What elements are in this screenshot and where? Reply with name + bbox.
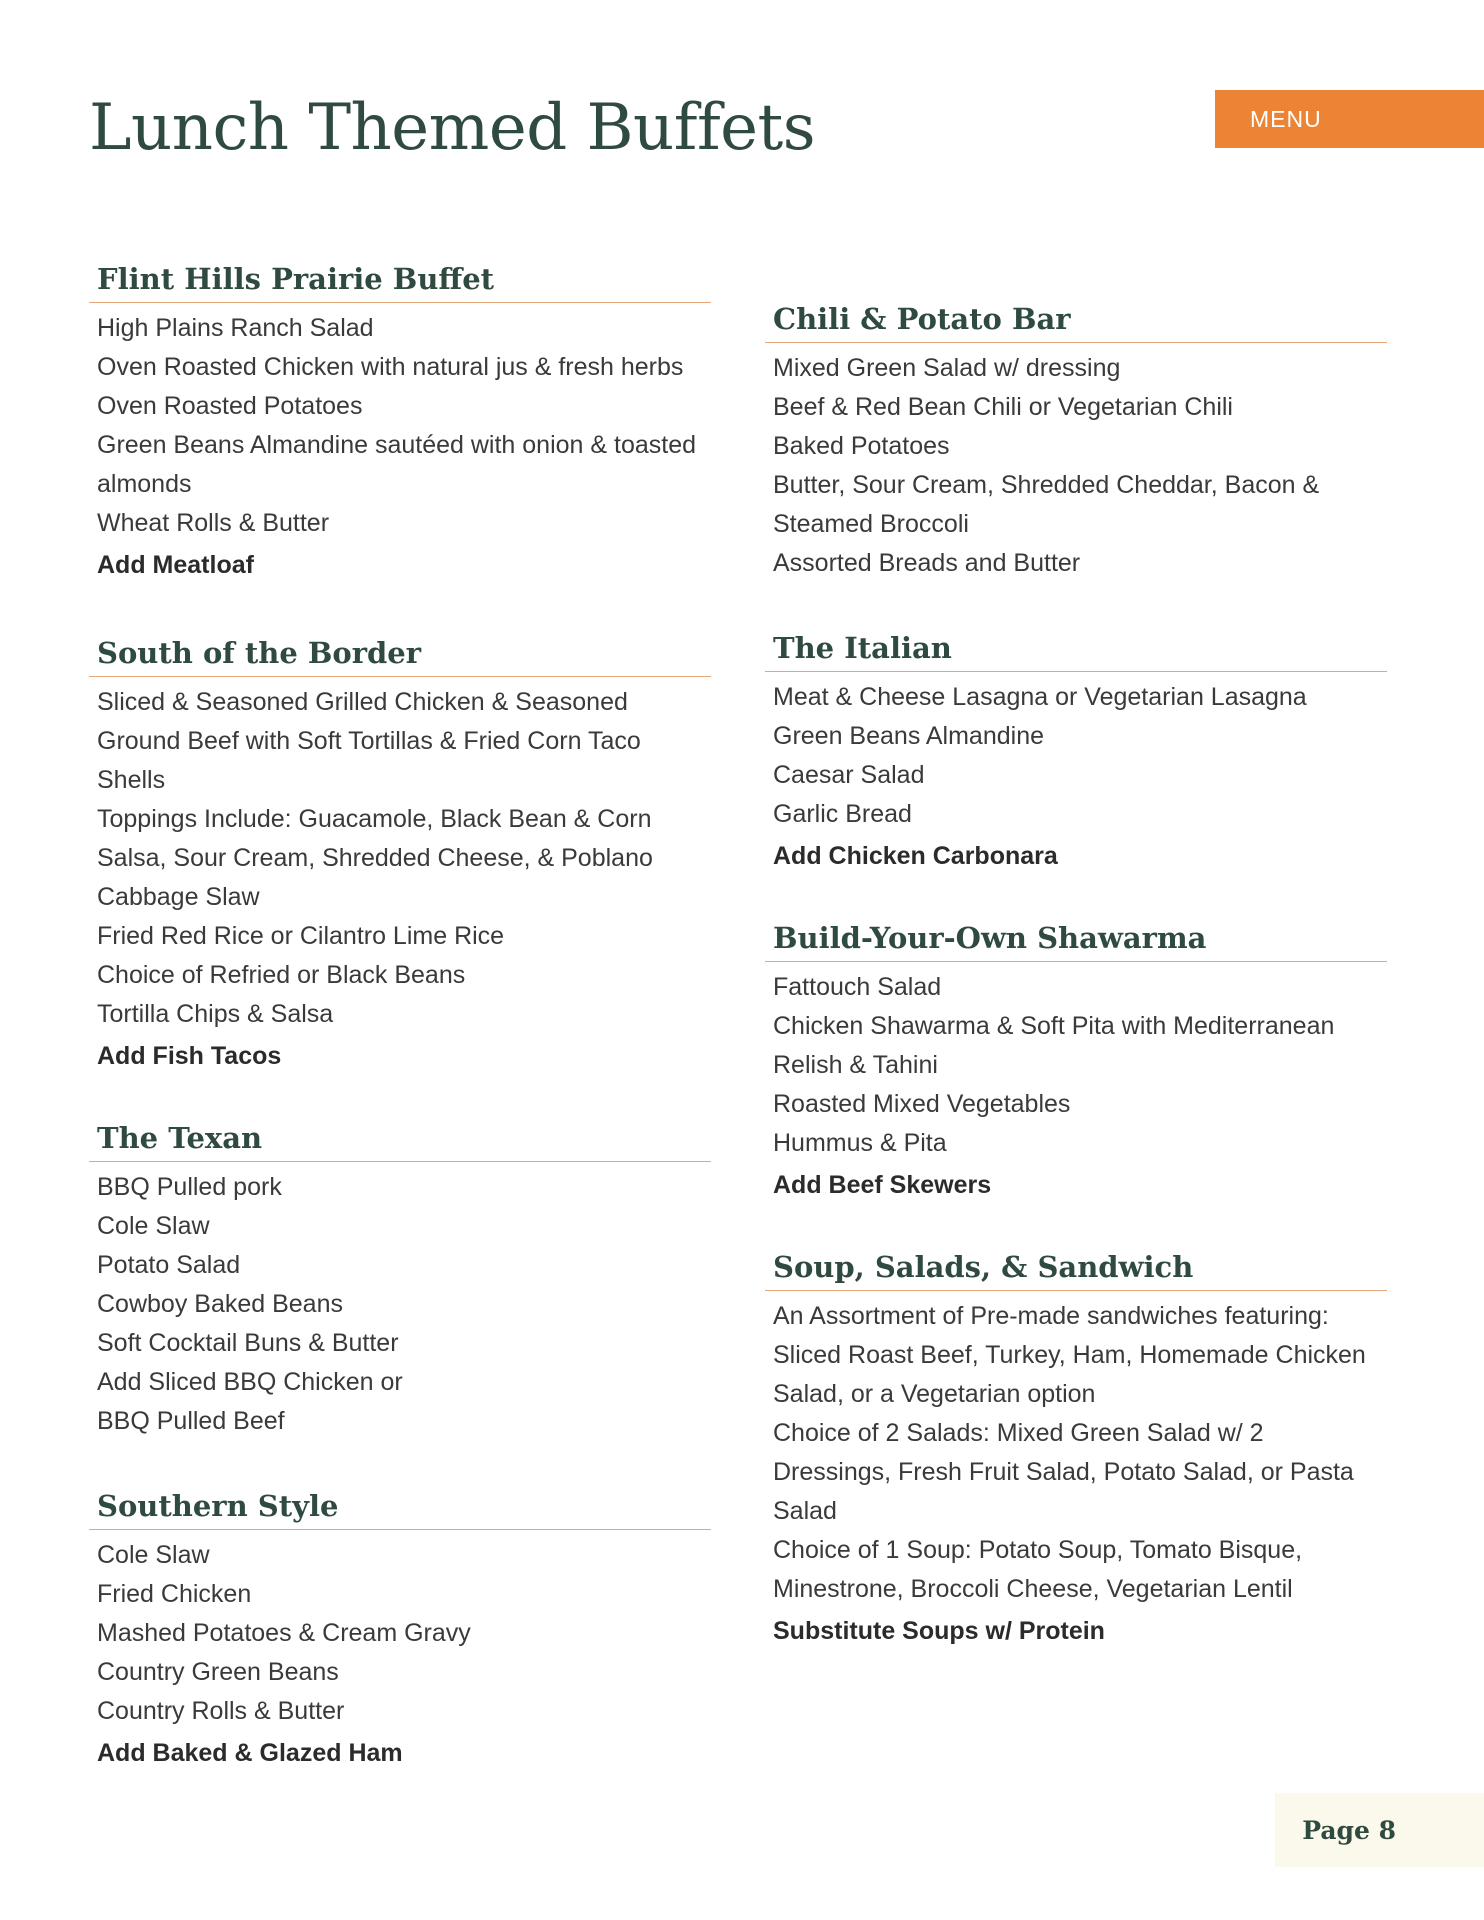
menu-item: Toppings Include: Guacamole, Black Bean & Corn Salsa, Sour Cream, Shredded Cheese, & Poblano Cabbage Slaw bbox=[97, 805, 653, 911]
menu-item: Mashed Potatoes & Cream Gravy bbox=[97, 1619, 471, 1647]
add-on-option: Add Beef Skewers bbox=[773, 1171, 992, 1199]
menu-item: Butter, Sour Cream, Shredded Cheddar, Bacon & Steamed Broccoli bbox=[773, 471, 1320, 538]
menu-item: Choice of Refried or Black Beans bbox=[97, 961, 466, 989]
menu-section-southern-style bbox=[89, 1487, 711, 1770]
menu-item: Cowboy Baked Beans bbox=[97, 1290, 343, 1318]
menu-section-the-texan bbox=[89, 1119, 711, 1441]
left-column bbox=[89, 260, 711, 1816]
right-column bbox=[765, 300, 1387, 1694]
menu-section-flint-hills-prairie-buffet bbox=[89, 260, 711, 582]
menu-item: Caesar Salad bbox=[773, 761, 925, 789]
page-number: Page 8 bbox=[1275, 1793, 1484, 1867]
menu-item-list bbox=[765, 678, 1387, 834]
menu-item: Meat & Cheese Lasagna or Vegetarian Lasagna bbox=[773, 683, 1307, 711]
menu-item-list bbox=[89, 1536, 711, 1731]
menu-section-build-your-own-shawarma bbox=[765, 919, 1387, 1202]
menu-section-south-of-the-border bbox=[89, 634, 711, 1073]
menu-item: BBQ Pulled pork bbox=[97, 1173, 282, 1201]
menu-section-chili-and-potato-bar bbox=[765, 300, 1387, 583]
menu-item: Fried Red Rice or Cilantro Lime Rice bbox=[97, 922, 505, 950]
menu-item: Country Rolls & Butter bbox=[97, 1697, 345, 1725]
add-on-option: Substitute Soups w/ Protein bbox=[773, 1617, 1105, 1645]
menu-item: Baked Potatoes bbox=[773, 432, 950, 460]
menu-item: Garlic Bread bbox=[773, 800, 912, 828]
menu-item: Wheat Rolls & Butter bbox=[97, 509, 330, 537]
menu-item: Soft Cocktail Buns & Butter bbox=[97, 1329, 399, 1357]
menu-item: Potato Salad bbox=[97, 1251, 241, 1279]
menu-item-list bbox=[765, 1297, 1387, 1609]
section-title: Flint Hills Prairie Buffet bbox=[89, 260, 711, 303]
menu-item: Tortilla Chips & Salsa bbox=[97, 1000, 334, 1028]
menu-item: Add Sliced BBQ Chicken or bbox=[97, 1368, 403, 1396]
add-on-option: Add Meatloaf bbox=[97, 551, 254, 579]
menu-item: Oven Roasted Chicken with natural jus & fresh herbs bbox=[97, 353, 684, 381]
add-on-option: Add Fish Tacos bbox=[97, 1042, 282, 1070]
menu-item: Fattouch Salad bbox=[773, 973, 942, 1001]
section-title: Build-Your-Own Shawarma bbox=[765, 919, 1387, 962]
menu-item: Beef & Red Bean Chili or Vegetarian Chili bbox=[773, 393, 1233, 421]
menu-item-list bbox=[89, 683, 711, 1034]
menu-item: Mixed Green Salad w/ dressing bbox=[773, 354, 1121, 382]
menu-tab[interactable]: MENU bbox=[1215, 90, 1484, 148]
menu-item: Hummus & Pita bbox=[773, 1129, 947, 1157]
menu-item: Green Beans Almandine bbox=[773, 722, 1045, 750]
menu-item: Oven Roasted Potatoes bbox=[97, 392, 363, 420]
section-title: The Italian bbox=[765, 629, 1387, 672]
section-title: The Texan bbox=[89, 1119, 711, 1162]
menu-item: An Assortment of Pre-made sandwiches featuring: Sliced Roast Beef, Turkey, Ham, Homemade Chicken Salad, or a Vegetarian option bbox=[773, 1302, 1366, 1408]
section-title: Southern Style bbox=[89, 1487, 711, 1530]
menu-item: Roasted Mixed Vegetables bbox=[773, 1090, 1071, 1118]
menu-item: Choice of 1 Soup: Potato Soup, Tomato Bisque, Minestrone, Broccoli Cheese, Vegetarian Lentil bbox=[773, 1536, 1303, 1603]
menu-item: High Plains Ranch Salad bbox=[97, 314, 374, 342]
menu-item: BBQ Pulled Beef bbox=[97, 1407, 285, 1435]
menu-item: Choice of 2 Salads: Mixed Green Salad w/ 2 Dressings, Fresh Fruit Salad, Potato Salad, or Pasta Salad bbox=[773, 1419, 1354, 1525]
add-on-option: Add Baked & Glazed Ham bbox=[97, 1739, 403, 1767]
menu-item: Chicken Shawarma & Soft Pita with Mediterranean Relish & Tahini bbox=[773, 1012, 1335, 1079]
section-title: Chili & Potato Bar bbox=[765, 300, 1387, 343]
menu-item-list bbox=[765, 968, 1387, 1163]
menu-item: Fried Chicken bbox=[97, 1580, 252, 1608]
menu-item: Cole Slaw bbox=[97, 1212, 210, 1240]
menu-item: Green Beans Almandine sautéed with onion & toasted almonds bbox=[97, 431, 697, 498]
add-on-option: Add Chicken Carbonara bbox=[773, 842, 1058, 870]
menu-item: Country Green Beans bbox=[97, 1658, 339, 1686]
page-title: Lunch Themed Buffets bbox=[89, 91, 816, 165]
menu-item: Cole Slaw bbox=[97, 1541, 210, 1569]
menu-section-the-italian bbox=[765, 629, 1387, 873]
menu-item-list bbox=[89, 309, 711, 543]
section-title: South of the Border bbox=[89, 634, 711, 677]
menu-item-list bbox=[765, 349, 1387, 583]
menu-section-soup-salads-and-sandwich bbox=[765, 1248, 1387, 1648]
section-title: Soup, Salads, & Sandwich bbox=[765, 1248, 1387, 1291]
menu-item: Assorted Breads and Butter bbox=[773, 549, 1081, 577]
menu-item-list bbox=[89, 1168, 711, 1441]
menu-item: Sliced & Seasoned Grilled Chicken & Seasoned Ground Beef with Soft Tortillas & Fried Corn Taco Shells bbox=[97, 688, 641, 794]
